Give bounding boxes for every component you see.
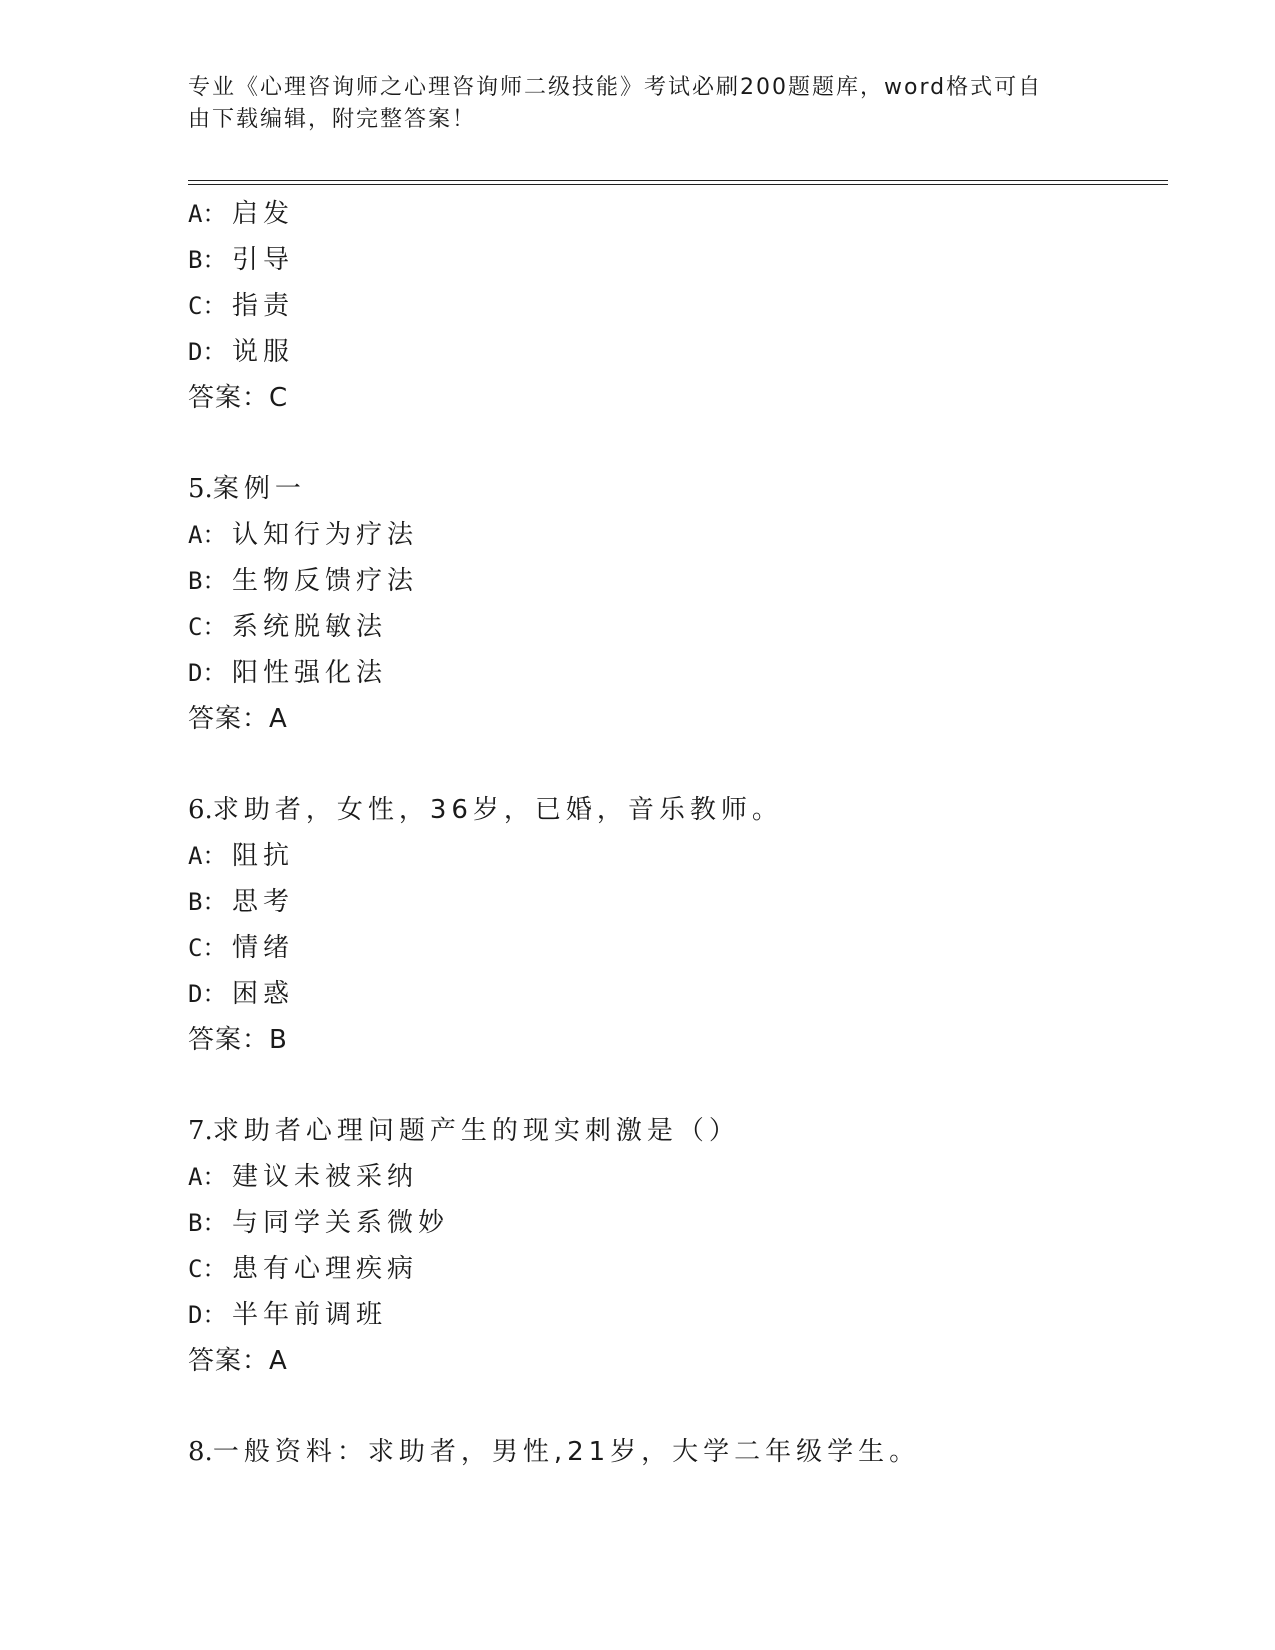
question-block — [188, 191, 1168, 421]
option-d: D： 半年前调班 — [188, 1300, 388, 1330]
option-c: C： 系统脱敏法 — [188, 612, 388, 642]
header-rule-top — [188, 180, 1168, 181]
answer-line: 答案：A — [188, 1346, 288, 1376]
question-block — [188, 1429, 1168, 1475]
question-block — [188, 1108, 1168, 1384]
option-d: D： 困惑 — [188, 979, 295, 1009]
option-c: C： 指责 — [188, 291, 295, 321]
answer-line: 答案：A — [188, 704, 288, 734]
option-d: D： 说服 — [188, 337, 295, 367]
option-a: A： 认知行为疗法 — [188, 520, 419, 550]
answer-line: 答案：C — [188, 383, 289, 413]
option-a: A： 建议未被采纳 — [188, 1162, 419, 1192]
option-b: B： 生物反馈疗法 — [188, 566, 419, 596]
answer-line: 答案：B — [188, 1025, 288, 1055]
option-a: A： 阻抗 — [188, 841, 295, 871]
option-a: A： 启发 — [188, 199, 295, 229]
question-block — [188, 466, 1168, 742]
question-block — [188, 787, 1168, 1063]
option-c: C： 情绪 — [188, 933, 295, 963]
question-text: 7.求助者心理问题产生的现实刺激是（） — [188, 1116, 740, 1146]
header-line-2: 由下载编辑，附完整答案！ — [188, 107, 477, 132]
document-header — [188, 72, 1068, 136]
question-text: 8.一般资料：求助者，男性,21岁，大学二年级学生。 — [188, 1437, 921, 1467]
header-line-1: 专业《心理咨询师之心理咨询师二级技能》考试必刷200题题库，word格式可自 — [188, 75, 1043, 100]
question-text: 5.案例一 — [188, 474, 306, 504]
option-b: B： 引导 — [188, 245, 295, 275]
option-d: D： 阳性强化法 — [188, 658, 388, 688]
option-b: B： 思考 — [188, 887, 295, 917]
option-c: C： 患有心理疾病 — [188, 1254, 419, 1284]
option-b: B： 与同学关系微妙 — [188, 1208, 450, 1238]
question-text: 6.求助者，女性，36岁，已婚，音乐教师。 — [188, 795, 783, 825]
header-rule-bottom — [188, 184, 1168, 185]
question-list — [188, 191, 1168, 1475]
